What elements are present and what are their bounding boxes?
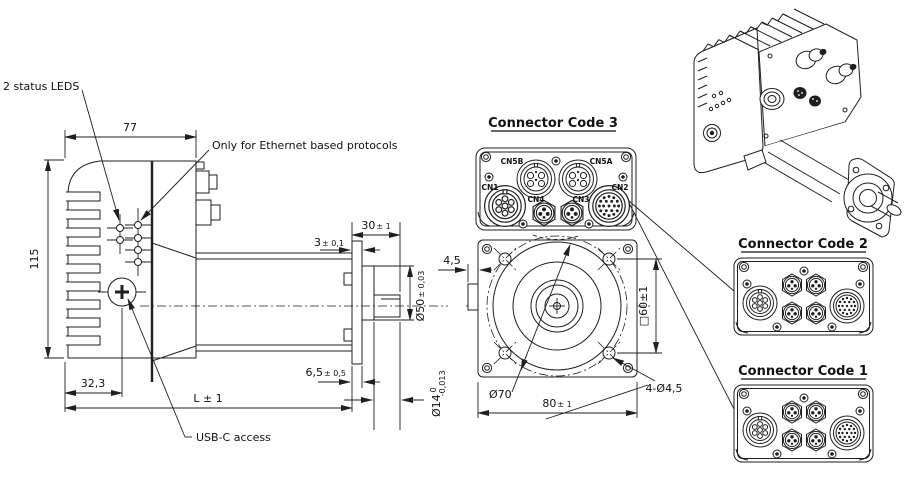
code2-panel	[734, 258, 873, 335]
dim-L: L ± 1	[193, 392, 223, 405]
dim-30: 30± 1	[361, 219, 391, 232]
dim-14: $Ø14^0-0,013$	[429, 370, 447, 417]
dim-flange-thickness	[306, 366, 380, 388]
dim-4x45: 4-Ø4,5	[645, 382, 683, 395]
connector-code2	[734, 237, 873, 335]
cn4-label: CN4	[527, 195, 545, 204]
code3-title: Connector Code 3	[488, 116, 618, 131]
dim-70: Ø70	[489, 388, 512, 401]
cn2-label: CN2	[611, 183, 629, 192]
cn3-connector	[561, 200, 583, 225]
ethernet-label: Only for Ethernet based protocols	[212, 139, 398, 152]
side-view	[3, 80, 448, 444]
dim-spigot	[314, 236, 380, 250]
code2-title: Connector Code 2	[738, 237, 868, 252]
dim-top-width	[65, 121, 196, 158]
usb-label: USB-C access	[196, 431, 271, 444]
code1-title: Connector Code 1	[738, 364, 868, 379]
dim-3: 3± 0,1	[314, 236, 344, 249]
flange-side	[352, 241, 362, 364]
dim-50: Ø50± 0,03	[414, 270, 427, 322]
dim-80: 80± 1	[542, 397, 572, 410]
cn4-connector	[533, 200, 555, 225]
cn5b-label: CN5B	[500, 157, 524, 166]
connector-code1	[734, 364, 873, 462]
cn5a-label: CN5A	[589, 157, 613, 166]
cn1-label: CN1	[481, 183, 499, 192]
cn3-label: CN3	[572, 195, 590, 204]
dim-60: □60±1	[637, 285, 650, 327]
front-view	[438, 236, 683, 419]
iso-view	[694, 9, 903, 237]
dim-77: 77	[123, 121, 137, 134]
heatsink-fins	[66, 192, 100, 345]
dim-height	[28, 160, 64, 358]
iso-flange	[844, 159, 903, 238]
status-leds-label: 2 status LEDS	[3, 80, 80, 93]
top-connector-stubs	[196, 162, 220, 225]
leader-to-code2	[629, 201, 734, 291]
iso-usb-port	[704, 125, 721, 142]
code1-panel	[734, 385, 873, 462]
drive-housing-outline	[68, 161, 196, 358]
dim-115: 115	[28, 248, 41, 270]
side-tab	[468, 284, 478, 310]
dim-4-5: 4,5	[443, 254, 461, 267]
pilot-boss-side	[362, 266, 374, 320]
dim-32-3: 32,3	[80, 377, 106, 390]
dim-6-5: 6,5± 0,5	[305, 366, 346, 379]
